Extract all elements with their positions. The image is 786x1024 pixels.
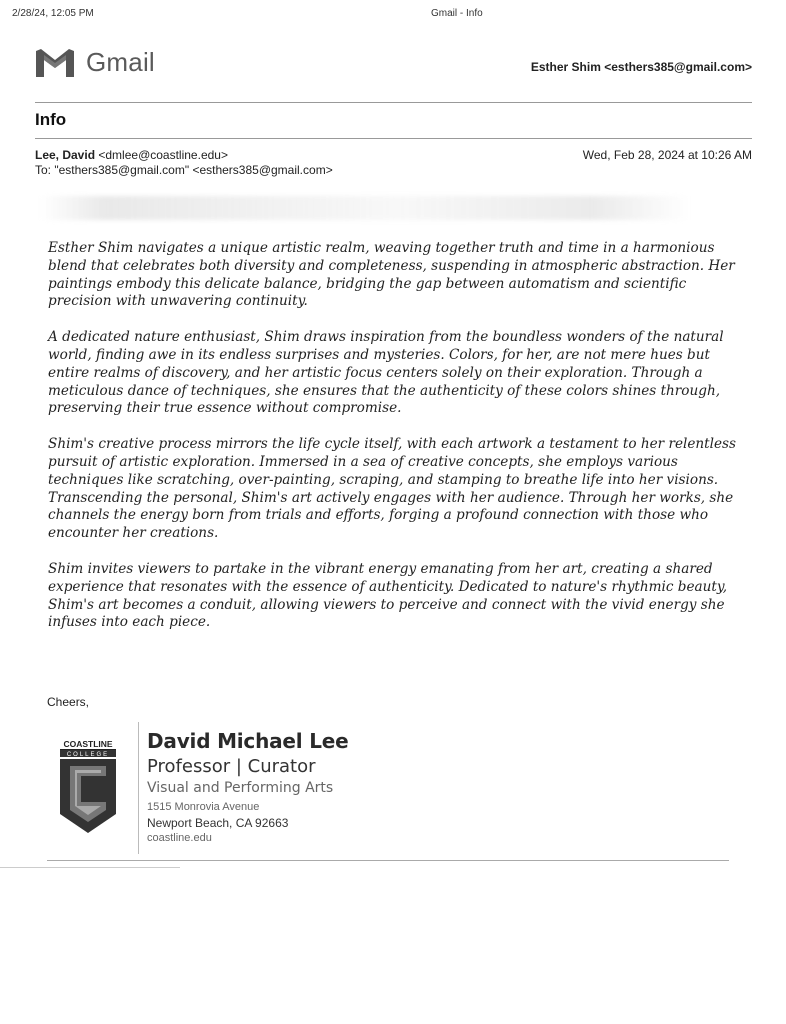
recipient-email: "esthers385@gmail.com" <esthers385@gmail.com>: [54, 163, 333, 177]
signature-divider: [138, 722, 139, 854]
signature-name: David Michael Lee: [147, 729, 349, 753]
body-paragraph-4: Transcending the personal, Shim's art actively engages with her audience. Through her works, she channels the energy born from trials and efforts, forging a profound connection with those who encounter her creations.: [48, 489, 734, 542]
logo-text-sub: COLLEGE: [66, 752, 110, 758]
sender-email: <dmlee@coastline.edu>: [98, 148, 228, 162]
print-datetime: 2/28/24, 12:05 PM: [12, 8, 94, 19]
account-email: Esther Shim <esthers385@gmail.com>: [530, 60, 752, 74]
page-edge-line: [0, 867, 180, 868]
body-paragraph-3: Shim's creative process mirrors the life cycle itself, with each artwork a testament to her relentless pursuit of artistic exploration. Immersed in a sea of creative concepts, she employs various techniques like scratching, over-painting, scraping, and stamping to breathe life into her visions.: [48, 436, 736, 488]
gmail-wordmark[interactable]: Gmail: [86, 47, 155, 77]
signature-address-line2: Newport Beach, CA 92663: [147, 816, 289, 830]
sender-line: [35, 148, 228, 162]
footer-divider: [47, 860, 729, 861]
header-divider: [35, 102, 752, 103]
print-page-title: Gmail - Info: [431, 8, 483, 19]
email-date: Wed, Feb 28, 2024 at 10:26 AM: [582, 148, 752, 162]
to-label: To:: [35, 163, 52, 177]
recipient-line: [35, 163, 333, 177]
signature-address-line1: 1515 Monrovia Avenue: [147, 801, 260, 813]
email-body: [48, 240, 748, 632]
body-paragraph-5: Shim invites viewers to partake in the vibrant energy emanating from her art, creating a shared experience that resonates with the essence of authenticity. Dedicated to nature's rhythmic beauty, Shim's art becomes a conduit, allowing viewers to perceive and connect with the vivid energy she infuses into each piece.: [48, 560, 728, 631]
sender-name: Lee, David: [35, 148, 96, 162]
coastline-college-logo: [57, 738, 119, 836]
subject-divider: [35, 138, 752, 139]
signature-department: Visual and Performing Arts: [147, 780, 334, 796]
body-paragraph-1: Esther Shim navigates a unique artistic realm, weaving together truth and time in a harmonious blend that celebrates both diversity and completeness, suspending in atmospheric abstraction. Her paintings embody this delicate balance, bridging the gap between automatism and scientific precision with unwavering continuity.: [48, 240, 735, 310]
blurred-text: [40, 196, 690, 220]
signature-title: Professor | Curator: [147, 756, 316, 777]
body-paragraph-2: A dedicated nature enthusiast, Shim draws inspiration from the boundless wonders of the natural world, finding awe in its endless surprises and mysteries. Colors, for her, are not mere hues but entire realms of discovery, and her artistic focus centers solely on their exploration. Through a meticulous dance of techniques, she ensures that the authenticity of these colors shines through, preserving their true essence without compromise.: [48, 329, 724, 417]
gmail-m-icon[interactable]: [34, 47, 76, 79]
email-subject: Info: [35, 110, 67, 129]
email-closing: Cheers,: [47, 695, 90, 709]
signature-website[interactable]: coastline.edu: [147, 832, 212, 844]
logo-text-top: COASTLINE: [63, 739, 113, 749]
